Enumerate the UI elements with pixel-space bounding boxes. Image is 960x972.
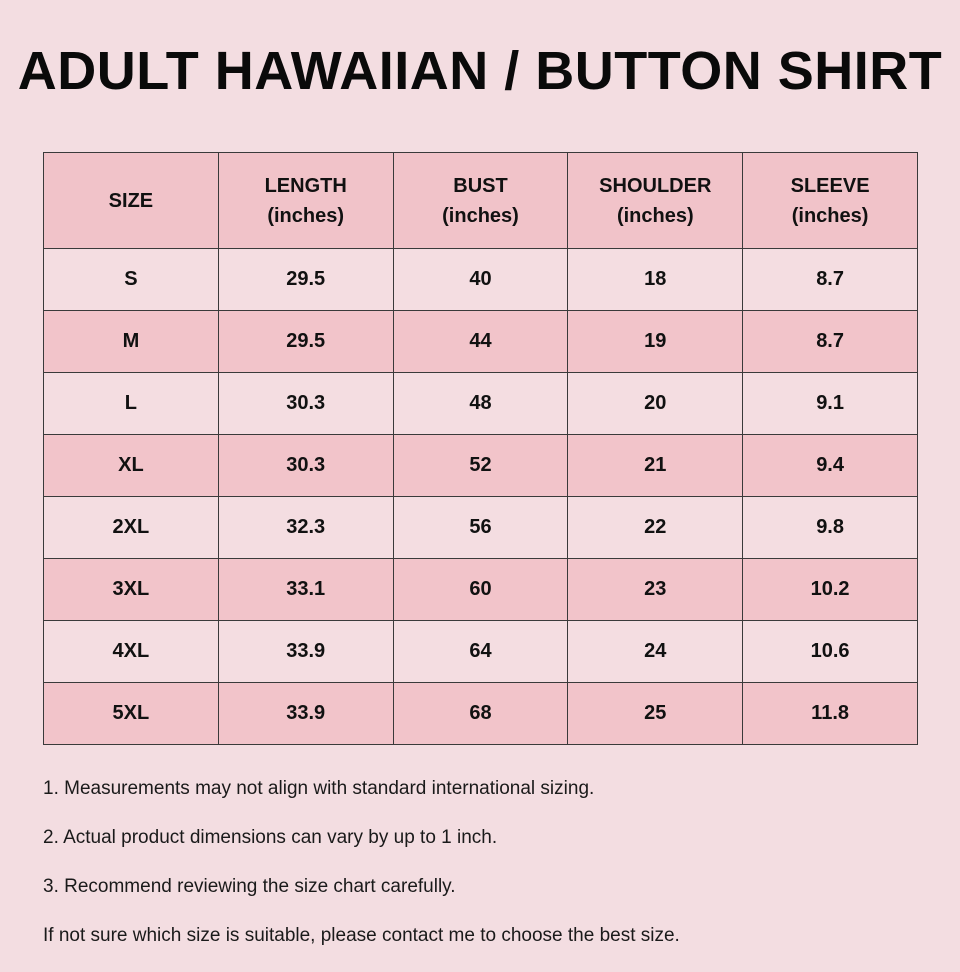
table-row bbox=[44, 559, 918, 621]
table-row bbox=[44, 435, 918, 497]
cell-shoulder: 18 bbox=[568, 249, 743, 311]
cell-length: 30.3 bbox=[218, 435, 393, 497]
cell-size: 3XL bbox=[44, 559, 219, 621]
header-label: SLEEVE bbox=[790, 174, 870, 197]
header-sleeve bbox=[743, 153, 918, 249]
cell-shoulder: 19 bbox=[568, 311, 743, 373]
header-unit: (inches) bbox=[267, 204, 345, 227]
cell-size: L bbox=[44, 373, 219, 435]
cell-length: 33.1 bbox=[218, 559, 393, 621]
page-title: ADULT HAWAIIAN / BUTTON SHIRT bbox=[17, 41, 943, 101]
table-row bbox=[44, 249, 918, 311]
cell-bust: 56 bbox=[393, 497, 568, 559]
cell-sleeve: 8.7 bbox=[743, 249, 918, 311]
cell-sleeve: 9.8 bbox=[743, 497, 918, 559]
cell-sleeve: 10.2 bbox=[743, 559, 918, 621]
cell-bust: 48 bbox=[393, 373, 568, 435]
note-review: 3. Recommend reviewing the size chart carefully. bbox=[43, 876, 456, 897]
cell-sleeve: 9.4 bbox=[743, 435, 918, 497]
cell-shoulder: 20 bbox=[568, 373, 743, 435]
note-contact: If not sure which size is suitable, please contact me to choose the best size. bbox=[43, 925, 680, 946]
header-bust bbox=[393, 153, 568, 249]
header-label: LENGTH bbox=[264, 174, 347, 197]
cell-shoulder: 22 bbox=[568, 497, 743, 559]
cell-size: 5XL bbox=[44, 683, 219, 745]
cell-sleeve: 10.6 bbox=[743, 621, 918, 683]
cell-length: 33.9 bbox=[218, 621, 393, 683]
table-row bbox=[44, 497, 918, 559]
cell-length: 33.9 bbox=[218, 683, 393, 745]
cell-bust: 52 bbox=[393, 435, 568, 497]
cell-sleeve: 9.1 bbox=[743, 373, 918, 435]
header-label: BUST bbox=[453, 174, 508, 197]
table-row bbox=[44, 373, 918, 435]
cell-shoulder: 23 bbox=[568, 559, 743, 621]
header-length bbox=[218, 153, 393, 249]
header-unit: (inches) bbox=[616, 204, 694, 227]
header-unit: (inches) bbox=[442, 204, 519, 227]
header-unit: (inches) bbox=[791, 204, 869, 227]
cell-sleeve: 11.8 bbox=[743, 683, 918, 745]
cell-bust: 44 bbox=[393, 311, 568, 373]
size-chart-table bbox=[43, 152, 918, 745]
cell-bust: 68 bbox=[393, 683, 568, 745]
table-row bbox=[44, 311, 918, 373]
cell-bust: 64 bbox=[393, 621, 568, 683]
table-row bbox=[44, 621, 918, 683]
cell-length: 29.5 bbox=[218, 249, 393, 311]
cell-shoulder: 21 bbox=[568, 435, 743, 497]
cell-shoulder: 24 bbox=[568, 621, 743, 683]
cell-size: 4XL bbox=[44, 621, 219, 683]
cell-size: M bbox=[44, 311, 219, 373]
cell-bust: 40 bbox=[393, 249, 568, 311]
note-measurements: 1. Measurements may not align with standard international sizing. bbox=[43, 778, 595, 799]
notes-section bbox=[43, 776, 933, 972]
table-row bbox=[44, 683, 918, 745]
header-size bbox=[44, 153, 219, 249]
cell-size: S bbox=[44, 249, 219, 311]
cell-shoulder: 25 bbox=[568, 683, 743, 745]
table-header-row bbox=[44, 153, 918, 249]
cell-length: 29.5 bbox=[218, 311, 393, 373]
cell-bust: 60 bbox=[393, 559, 568, 621]
note-dimensions: 2. Actual product dimensions can vary by up to 1 inch. bbox=[43, 827, 498, 848]
cell-length: 32.3 bbox=[218, 497, 393, 559]
header-shoulder bbox=[568, 153, 743, 249]
cell-size: XL bbox=[44, 435, 219, 497]
cell-size: 2XL bbox=[44, 497, 219, 559]
header-label: SHOULDER bbox=[599, 174, 712, 197]
cell-sleeve: 8.7 bbox=[743, 311, 918, 373]
header-label: SIZE bbox=[108, 189, 154, 212]
cell-length: 30.3 bbox=[218, 373, 393, 435]
